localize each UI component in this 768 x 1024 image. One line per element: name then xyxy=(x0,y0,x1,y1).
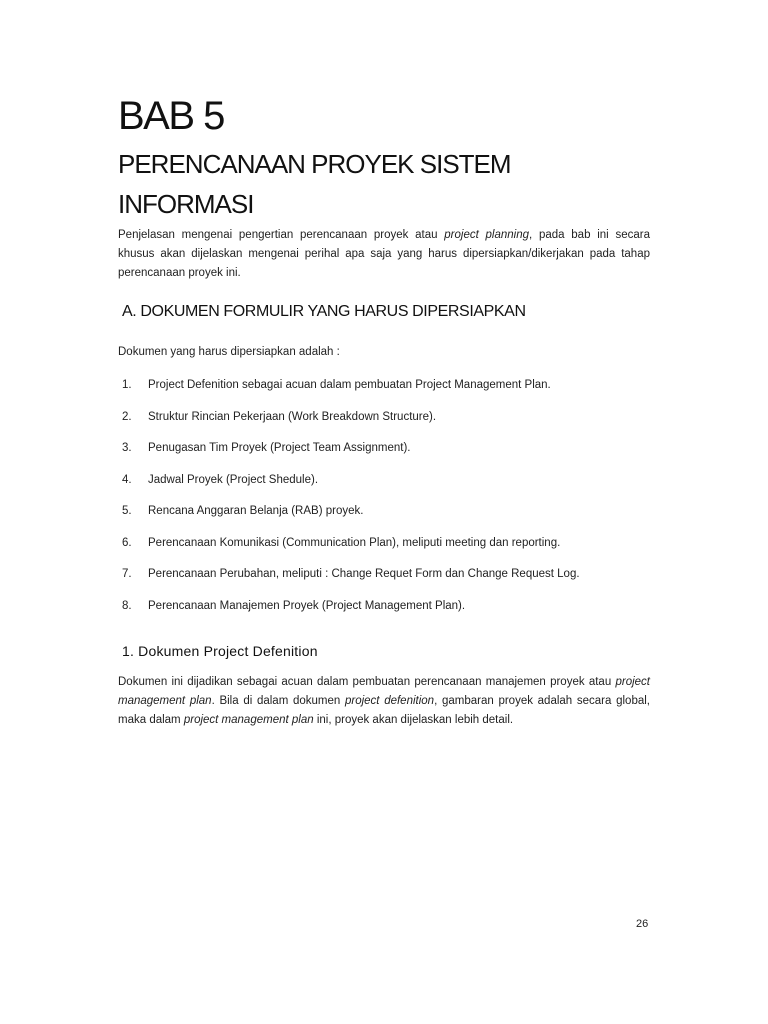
intro-italic-term: project planning xyxy=(444,229,530,241)
list-item-number: 2. xyxy=(122,410,132,423)
list-item-text: Rencana Anggaran Belanja (RAB) proyek. xyxy=(148,505,364,517)
list-item-number: 8. xyxy=(122,599,132,612)
list-item-text: Project Defenition sebagai acuan dalam pembuatan Project Management Plan. xyxy=(148,379,551,391)
list-item-text: Perencanaan Komunikasi (Communication Plan), meliputi meeting dan reporting. xyxy=(148,536,561,549)
list-item xyxy=(118,565,650,583)
list-item-text: Jadwal Proyek (Project Shedule). xyxy=(148,473,319,486)
subsection-1-heading: 1. Dokumen Project Defenition xyxy=(122,642,318,659)
sub1-text-2: . Bila di dalam dokumen xyxy=(211,694,345,707)
sub1-italic-term-3: project management plan xyxy=(183,713,314,726)
sub1-text-3: , gambaran proyek adalah secara global, maka dalam xyxy=(118,694,650,726)
list-item-number: 6. xyxy=(122,536,132,549)
list-item xyxy=(118,376,650,394)
chapter-number: BAB 5 xyxy=(118,94,224,138)
list-item-number: 1. xyxy=(122,379,132,391)
intro-paragraph xyxy=(118,226,650,283)
list-item-text: Penugasan Tim Proyek (Project Team Assignment). xyxy=(148,442,411,454)
intro-text-2: , pada bab ini secara khusus akan dijelaskan mengenai perihal apa saja yang harus dipersiapkan/dikerjakan pada tahap perencanaan proyek ini. xyxy=(118,229,650,279)
list-item xyxy=(118,471,650,489)
section-a-heading: A. DOKUMEN FORMULIR YANG HARUS DIPERSIAPKAN xyxy=(122,303,526,320)
page-number: 26 xyxy=(636,918,649,930)
list-item xyxy=(118,502,650,520)
section-a-lead: Dokumen yang harus dipersiapkan adalah : xyxy=(118,346,340,358)
list-item-text: Perencanaan Manajemen Proyek (Project Management Plan). xyxy=(148,599,466,612)
list-item-number: 5. xyxy=(122,505,132,517)
sub1-text-4: ini, proyek akan dijelaskan lebih detail. xyxy=(313,713,514,726)
sub1-italic-term-1: project management plan xyxy=(118,675,650,707)
sub1-italic-term-2: project defenition xyxy=(344,694,435,707)
intro-text-1: Penjelasan mengenai pengertian perencanaan proyek atau xyxy=(118,229,445,241)
list-item xyxy=(118,534,650,552)
chapter-title: PERENCANAAN PROYEK SISTEM INFORMASI xyxy=(118,149,511,219)
list-item xyxy=(118,439,650,457)
list-item-number: 3. xyxy=(122,442,132,454)
subsection-1-paragraph xyxy=(118,673,650,730)
document-list xyxy=(118,376,650,615)
list-item xyxy=(118,597,650,615)
list-item-text: Struktur Rincian Pekerjaan (Work Breakdown Structure). xyxy=(148,410,437,423)
page-content xyxy=(118,92,650,730)
list-item-text: Perencanaan Perubahan, meliputi : Change Requet Form dan Change Request Log. xyxy=(148,568,580,580)
sub1-text-1: Dokumen ini dijadikan sebagai acuan dalam pembuatan perencanaan manajemen proyek atau xyxy=(118,675,616,688)
list-item-number: 4. xyxy=(122,473,132,486)
list-item-number: 7. xyxy=(122,568,132,580)
list-item xyxy=(118,408,650,426)
